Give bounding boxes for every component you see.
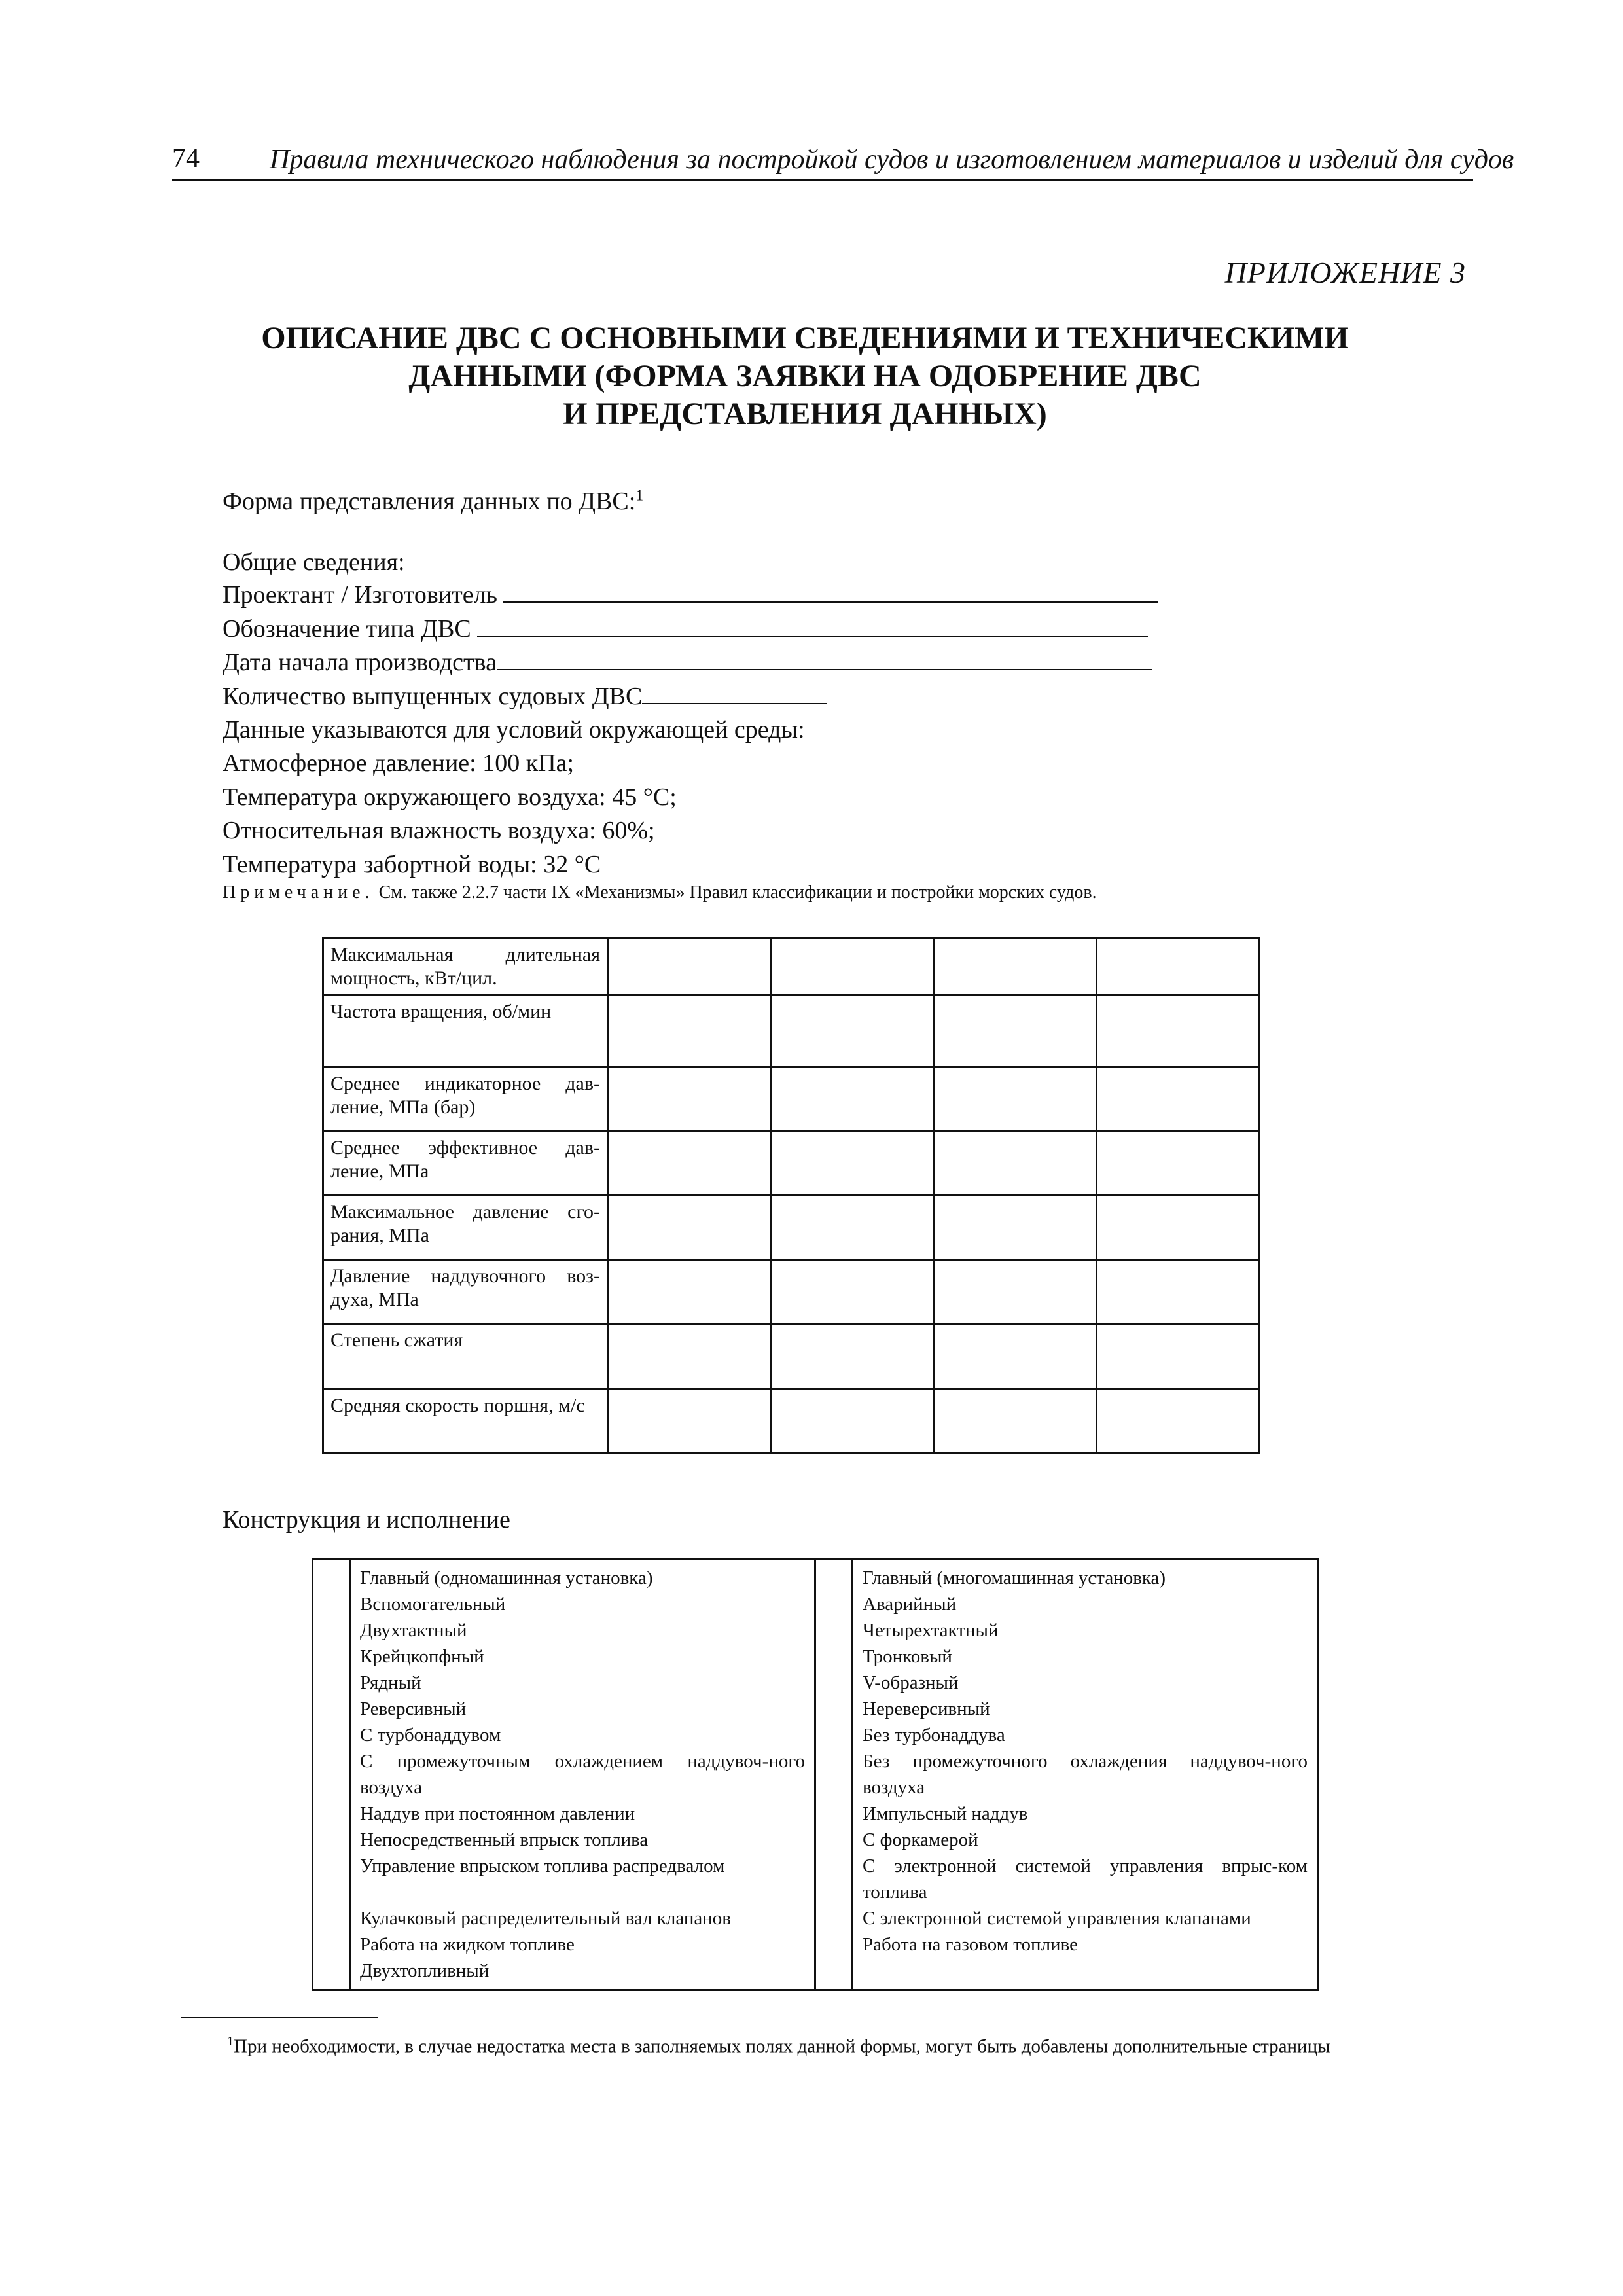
header-rule <box>172 179 1473 181</box>
param-label: Степень сжатия <box>323 1324 608 1390</box>
general-heading: Общие сведения: <box>223 548 405 576</box>
param-cell[interactable] <box>771 1324 934 1390</box>
field-engines-count: Количество выпущенных судовых ДВС <box>223 681 827 711</box>
footnote-mark: 1 <box>227 2034 234 2049</box>
note-label: Примечание. <box>223 882 374 903</box>
param-cell[interactable] <box>771 1067 934 1132</box>
list-item: V-образный <box>863 1672 959 1693</box>
list-item: Без турбонаддува <box>863 1725 1005 1746</box>
param-cell[interactable] <box>934 996 1097 1067</box>
field-engine-type: Обозначение типа ДВС <box>223 613 1148 644</box>
param-cell[interactable] <box>934 1260 1097 1324</box>
list-item: Работа на жидком топливе <box>360 1934 575 1955</box>
production-start-input[interactable] <box>497 647 1152 670</box>
param-label: Давление наддувочного воз-духа, МПа <box>323 1260 608 1324</box>
list-item: Работа на газовом топливе <box>863 1934 1078 1955</box>
table-row <box>323 1260 1260 1324</box>
title-line: И ПРЕДСТАВЛЕНИЯ ДАННЫХ) <box>563 397 1047 431</box>
list-item: Аварийный <box>863 1594 957 1615</box>
footnote-rule <box>181 2017 378 2018</box>
param-cell[interactable] <box>608 1324 771 1390</box>
list-item: С электронной системой управления клапанами <box>863 1908 1251 1929</box>
param-cell[interactable] <box>1097 1067 1260 1132</box>
page-number: 74 <box>172 143 200 173</box>
list-item: Главный (многомашинная установка) <box>863 1568 1166 1588</box>
field-production-start: Дата начала производства <box>223 647 1152 677</box>
list-item: Наддув при постоянном давлении <box>360 1803 635 1824</box>
list-item: Двухтактный <box>360 1620 467 1641</box>
list-item: Управление впрыском топлива распредвалом <box>360 1856 725 1876</box>
running-title: Правила технического наблюдения за постройкой судов и изготовлением материалов и изделий для судов <box>270 145 1514 175</box>
list-item: Двухтопливный <box>360 1960 490 1981</box>
table-row <box>323 1390 1260 1454</box>
param-label: Максимальная длительная мощность, кВт/цил. <box>323 939 608 996</box>
note <box>223 882 1097 903</box>
condition-humidity: Относительная влажность воздуха: 60%; <box>223 817 655 844</box>
list-item: Крейцкопфный <box>360 1646 484 1667</box>
param-cell[interactable] <box>934 1132 1097 1196</box>
param-cell[interactable] <box>608 1390 771 1454</box>
param-cell[interactable] <box>1097 1390 1260 1454</box>
param-cell[interactable] <box>1097 1132 1260 1196</box>
param-label: Максимальное давление сго-рания, МПа <box>323 1196 608 1260</box>
table-row <box>323 1067 1260 1132</box>
title-line: ДАННЫМИ (ФОРМА ЗАЯВКИ НА ОДОБРЕНИЕ ДВС <box>408 359 1202 393</box>
param-cell[interactable] <box>608 1260 771 1324</box>
param-label: Среднее индикаторное дав-ление, МПа (бар) <box>323 1067 608 1132</box>
param-cell[interactable] <box>608 1067 771 1132</box>
right-checkbox-column[interactable] <box>815 1559 853 1990</box>
condition-pressure: Атмосферное давление: 100 кПа; <box>223 749 575 777</box>
list-item: С форкамерой <box>863 1829 978 1850</box>
param-cell[interactable] <box>771 1390 934 1454</box>
field-designer: Проектант / Изготовитель <box>223 579 1158 610</box>
param-cell[interactable] <box>771 996 934 1067</box>
list-item: С промежуточным охлаждением наддувоч-ного воздуха <box>360 1751 805 1798</box>
condition-air-temp: Температура окружающего воздуха: 45 °С; <box>223 783 677 811</box>
list-item: Рядный <box>360 1672 421 1693</box>
appendix-label: ПРИЛОЖЕНИЕ 3 <box>1224 256 1466 289</box>
table-row <box>323 996 1260 1067</box>
table-row <box>323 1324 1260 1390</box>
left-options-list <box>350 1559 815 1990</box>
construction-table <box>312 1558 1319 1991</box>
right-options-list <box>853 1559 1318 1990</box>
construction-heading: Конструкция и исполнение <box>223 1506 510 1534</box>
param-cell[interactable] <box>934 939 1097 996</box>
list-item: Реверсивный <box>360 1698 467 1719</box>
conditions-heading: Данные указываются для условий окружающей среды: <box>223 716 805 744</box>
param-cell[interactable] <box>608 1132 771 1196</box>
list-item: С турбонаддувом <box>360 1725 501 1746</box>
note-text: См. также 2.2.7 части IX «Механизмы» Правил классификации и постройки морских судов. <box>378 882 1097 903</box>
title-line: ОПИСАНИЕ ДВС С ОСНОВНЫМИ СВЕДЕНИЯМИ И ТЕХНИЧЕСКИМИ <box>261 321 1349 355</box>
param-cell[interactable] <box>608 939 771 996</box>
form-intro <box>223 487 643 516</box>
footnote-text: При необходимости, в случае недостатка места в заполняемых полях данной формы, могут быть добавлены дополнительные страницы <box>234 2036 1330 2057</box>
param-cell[interactable] <box>1097 996 1260 1067</box>
param-label: Средняя скорость поршня, м/с <box>323 1390 608 1454</box>
list-item: Тронковый <box>863 1646 952 1667</box>
param-label: Частота вращения, об/мин <box>323 996 608 1067</box>
list-item: Нереверсивный <box>863 1698 990 1719</box>
list-item: Четырехтактный <box>863 1620 999 1641</box>
param-cell[interactable] <box>1097 1324 1260 1390</box>
designer-input[interactable] <box>503 579 1158 603</box>
list-item: Импульсный наддув <box>863 1803 1028 1824</box>
param-cell[interactable] <box>771 1132 934 1196</box>
param-cell[interactable] <box>608 1196 771 1260</box>
param-cell[interactable] <box>934 1067 1097 1132</box>
param-cell[interactable] <box>1097 1260 1260 1324</box>
list-item: Главный (одномашинная установка) <box>360 1568 653 1588</box>
footnote-ref: 1 <box>635 487 644 505</box>
param-cell[interactable] <box>771 939 934 996</box>
list-item: Без промежуточного охлаждения наддувоч-ного воздуха <box>863 1751 1308 1798</box>
param-label: Среднее эффективное дав-ление, МПа <box>323 1132 608 1196</box>
table-row <box>323 1196 1260 1260</box>
param-cell[interactable] <box>608 996 771 1067</box>
table-row <box>313 1559 1318 1990</box>
intro-text: Форма представления данных по ДВС: <box>223 488 636 515</box>
list-item: Непосредственный впрыск топлива <box>360 1829 649 1850</box>
condition-water-temp: Температура забортной воды: 32 °С <box>223 851 601 878</box>
list-item <box>360 1879 805 1905</box>
list-item: Вспомогательный <box>360 1594 506 1615</box>
param-cell[interactable] <box>934 1196 1097 1260</box>
footnote <box>181 2029 1457 2059</box>
param-cell[interactable] <box>934 1390 1097 1454</box>
engines-count-input[interactable] <box>642 681 827 704</box>
param-cell[interactable] <box>1097 1196 1260 1260</box>
left-checkbox-column[interactable] <box>313 1559 350 1990</box>
list-item: Кулачковый распределительный вал клапанов <box>360 1908 731 1929</box>
param-cell[interactable] <box>771 1196 934 1260</box>
param-cell[interactable] <box>934 1324 1097 1390</box>
param-cell[interactable] <box>771 1260 934 1324</box>
document-title <box>216 319 1394 433</box>
params-table <box>322 937 1260 1454</box>
table-row <box>323 1132 1260 1196</box>
param-cell[interactable] <box>1097 939 1260 996</box>
table-row <box>323 939 1260 996</box>
list-item: С электронной системой управления впрыс-ком топлива <box>863 1856 1308 1903</box>
engine-type-input[interactable] <box>477 613 1148 637</box>
